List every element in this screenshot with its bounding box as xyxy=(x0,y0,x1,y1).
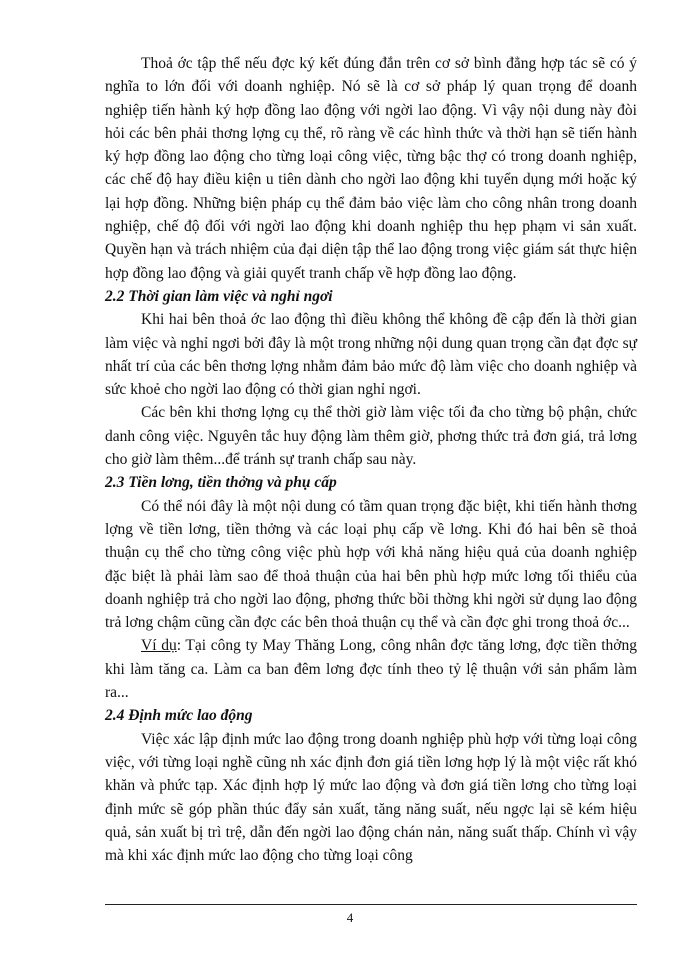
section-heading-2-3: 2.3 Tiền lơng, tiền thởng và phụ cấp xyxy=(105,474,337,492)
section-heading-2-2: 2.2 Thời gian làm việc và nghỉ ngơi xyxy=(105,287,333,305)
paragraph-working-time: Khi hai bên thoả ớc lao động thì điều không thể không đề cập đến là thời gian làm việc và nghỉ ngơi bởi đây là một trong những nội dung quan trọng cần đạt đợc sự nhất trí của các bên thơng lợng nhằm đảm bảo mức độ làm việc cho doanh nghiệp và sức khoẻ cho ngời lao động có thời gian nghỉ ngơi. xyxy=(105,311,637,399)
section-heading-2-4: 2.4 Định mức lao động xyxy=(105,707,253,725)
example-label: Ví dụ xyxy=(141,637,177,655)
paragraph-working-hours-negotiation: Các bên khi thơng lợng cụ thể thời giờ làm việc tối đa cho từng bộ phận, chức danh công việc. Nguyên tắc huy động làm thêm giờ, phơng thức trả đơn giá, trả lơng cho giờ làm thêm...để tránh sự tranh chấp sau này. xyxy=(105,404,637,469)
paragraph-collective-agreement: Thoả ớc tập thể nếu đợc ký kết đúng đắn trên cơ sở bình đẳng hợp tác sẽ có ý nghĩa to lớn đối với doanh nghiệp. Nó sẽ là cơ sở pháp lý quan trọng để doanh nghiệp tiến hành ký hợp đồng lao động với ngời lao động. Vì vậy nội dung này đòi hỏi các bên phải thơng lợng cụ thể, rõ ràng về các hình thức và thời hạn sẽ tiến hành ký hợp đồng lao động cho từng loại công việc, từng bậc thợ có trong doanh nghiệp, các chế độ hay điều kiện u tiên dành cho ngời lao động khi tuyển dụng mới hoặc ký lại hợp đồng. Những biện pháp cụ thể đảm bảo việc làm cho công nhân trong doanh nghiệp, chế độ đối với ngời lao động khi doanh nghiệp thu hẹp phạm vi sản xuất. Quyền hạn và trách nhiệm của đại diện tập thể lao động trong việc giám sát thực hiện hợp đồng lao động và giải quyết tranh chấp về hợp đồng lao động. xyxy=(105,55,637,282)
footer-divider xyxy=(105,904,637,905)
document-body xyxy=(105,52,637,867)
paragraph-wages-bonuses: Có thể nói đây là một nội dung có tầm quan trọng đặc biệt, khi tiến hành thơng lợng về tiền lơng, tiền thởng và các loại phụ cấp về lơng. Khi đó hai bên sẽ thoả thuận cụ thể cho từng công việc phù hợp với khả năng hiệu quả của doanh nghiệp đặc biệt là phải làm sao để thoả thuận của hai bên phù hợp mức lơng tối thiểu của doanh nghiệp trả cho ngời lao động, phơng thức bồi thờng khi ngời sử dụng lao động trả lơng chậm cũng cần đợc các bên thoả thuận cụ thể và cần đợc ghi trong thoả ớc... xyxy=(105,497,637,632)
paragraph-labor-norms: Việc xác lập định mức lao động trong doanh nghiệp phù hợp với từng loại công việc, với từng loại nghề cũng nh xác định đơn giá tiền lơng hợp lý là một việc rất khó khăn và phức tạp. Xác định hợp lý mức lao động và đơn giá tiền lơng cho từng loại định mức sẽ góp phần thúc đẩy sản xuất, tăng năng suất, nếu ngợc lại sẽ kém hiệu quả, sản xuất bị trì trệ, dẫn đến ngời lao động chán nản, năng suất thấp. Chính vì vậy mà khi xác định mức lao động cho từng loại công xyxy=(105,730,637,865)
page-number: 4 xyxy=(346,910,354,925)
paragraph-example xyxy=(105,634,637,704)
example-text: : Tại công ty May Thăng Long, công nhân đợc tăng lơng, đợc tiền thởng khi làm tăng ca. Làm ca ban đêm lơng đợc tính theo tỷ lệ thuận với sản phẩm làm ra... xyxy=(105,637,638,702)
